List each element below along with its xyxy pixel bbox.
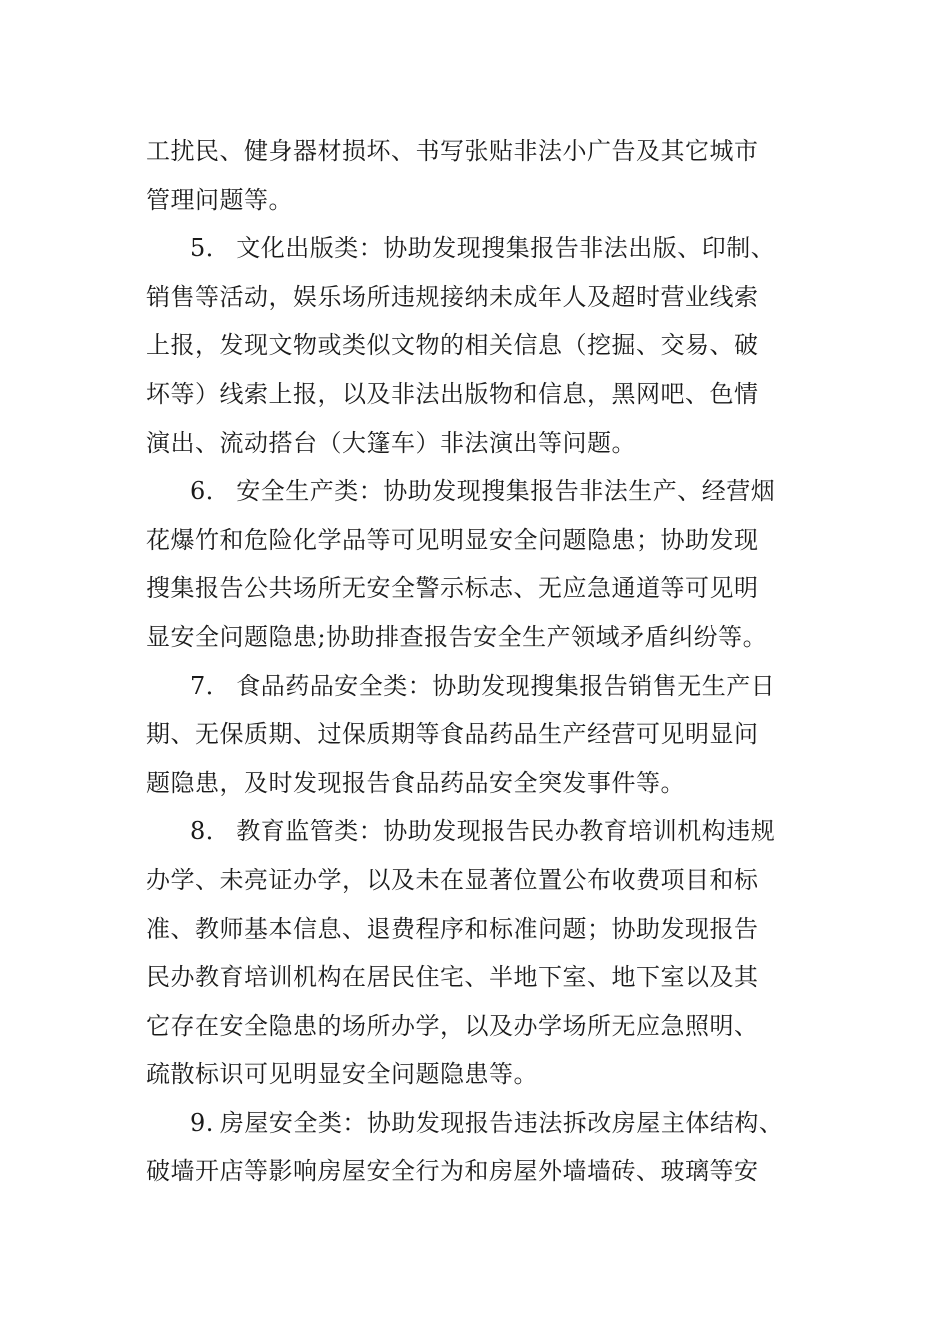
- text-span: 房屋安全类：协助发现报告违法拆改房屋主体结构、: [219, 1108, 784, 1137]
- text-line: 上报，发现文物或类似文物的相关信息（挖掘、交易、破: [146, 331, 759, 360]
- text-line: 准、教师基本信息、退费程序和标准问题；协助发现报告: [146, 914, 759, 943]
- text-line: [146, 224, 806, 273]
- paragraph-item-5: [146, 224, 806, 467]
- text-line: 民办教育培训机构在居民住宅、半地下室、地下室以及其: [146, 963, 759, 992]
- text-span: 安全生产类：协助发现搜集报告非法生产、经营烟: [236, 477, 776, 506]
- paragraph-item-7: [146, 662, 806, 808]
- item-number: 9.: [190, 1108, 214, 1137]
- paragraph-continuation: [146, 127, 806, 224]
- text-span: 教育监管类：协助发现报告民办教育培训机构违规: [236, 817, 776, 846]
- item-number: 5．: [190, 234, 231, 263]
- item-number: 8．: [190, 817, 231, 846]
- text-span: 食品药品安全类：协助发现搜集报告销售无生产日: [236, 671, 776, 700]
- text-line: 期、无保质期、过保质期等食品药品生产经营可见明显问: [146, 720, 759, 749]
- paragraph-item-9: [146, 1099, 806, 1196]
- text-line: 题隐患，及时发现报告食品药品安全突发事件等。: [146, 768, 685, 797]
- text-line: 演出、流动搭台（大篷车）非法演出等问题。: [146, 428, 636, 457]
- text-line: 显安全问题隐患;协助排查报告安全生产领域矛盾纠纷等。: [146, 622, 768, 651]
- text-line: 疏散标识可见明显安全问题隐患等。: [146, 1060, 538, 1089]
- document-body: [146, 127, 806, 1196]
- text-span: 文化出版类：协助发现搜集报告非法出版、印制、: [236, 234, 776, 263]
- text-line: 工扰民、健身器材损坏、书写张贴非法小广告及其它城市: [146, 137, 759, 165]
- paragraph-item-8: [146, 807, 806, 1099]
- text-line: 坏等）线索上报，以及非法出版物和信息，黑网吧、色情: [146, 379, 759, 408]
- text-line: [146, 1099, 806, 1148]
- text-line: [146, 467, 806, 516]
- text-line: 搜集报告公共场所无安全警示标志、无应急通道等可见明: [146, 574, 759, 603]
- item-number: 6．: [190, 477, 231, 506]
- text-line: [146, 807, 806, 856]
- text-line: 管理问题等。: [146, 185, 293, 214]
- item-number: 7．: [190, 671, 231, 700]
- text-line: [146, 662, 806, 711]
- text-line: 破墙开店等影响房屋安全行为和房屋外墙墙砖、玻璃等安: [146, 1157, 759, 1186]
- text-line: 它存在安全隐患的场所办学，以及办学场所无应急照明、: [146, 1011, 759, 1040]
- text-line: 办学、未亮证办学，以及未在显著位置公布收费项目和标: [146, 865, 759, 894]
- text-line: 花爆竹和危险化学品等可见明显安全问题隐患；协助发现: [146, 525, 759, 554]
- paragraph-item-6: [146, 467, 806, 661]
- text-line: 销售等活动，娱乐场所违规接纳未成年人及超时营业线索: [146, 282, 759, 311]
